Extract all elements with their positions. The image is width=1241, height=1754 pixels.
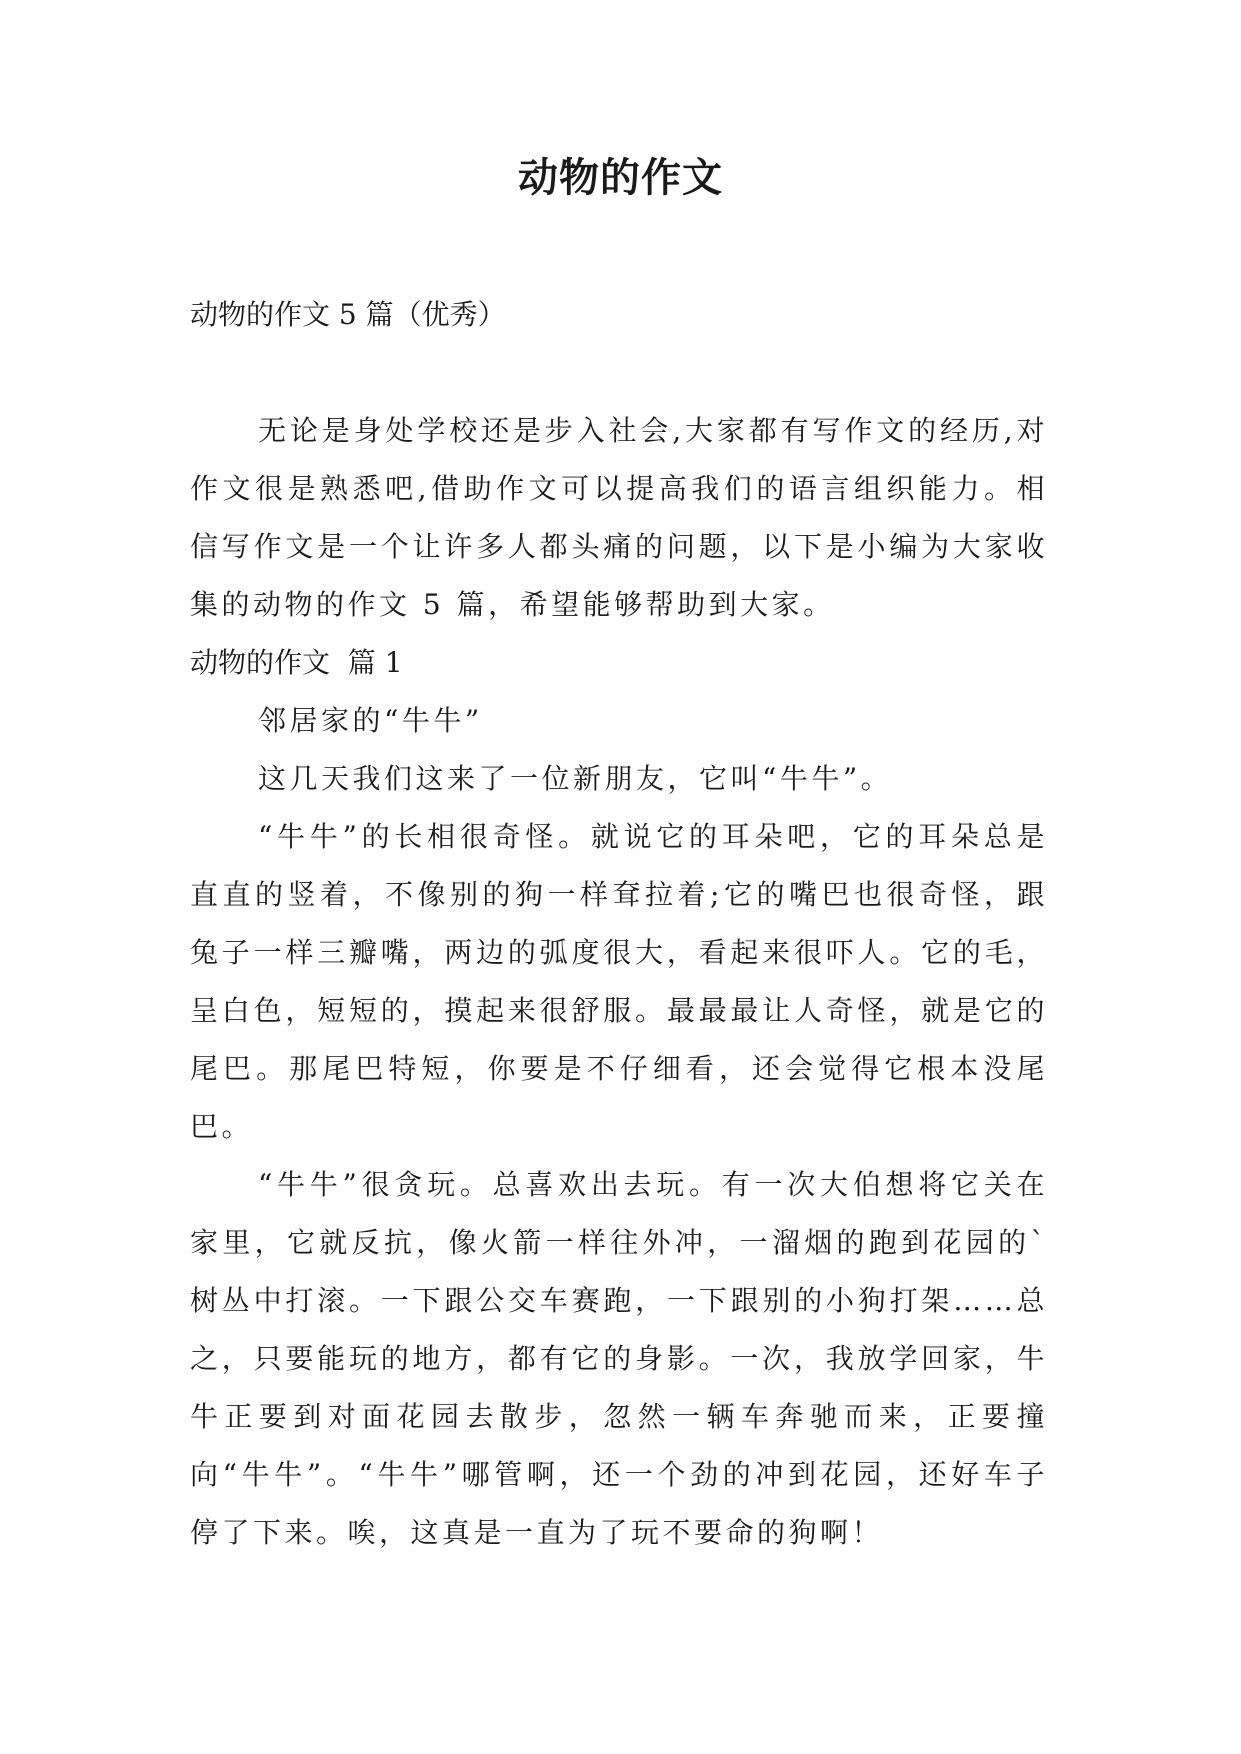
essay-paragraph: 这几天我们这来了一位新朋友，它叫“牛牛”。 xyxy=(258,762,893,795)
document-subtitle: 动物的作文 5 篇（优秀） xyxy=(190,298,506,331)
essay-title: 邻居家的“牛牛” xyxy=(258,704,483,737)
piece-heading: 动物的作文 篇 1 xyxy=(190,646,403,679)
document-title: 动物的作文 xyxy=(518,155,723,201)
essay-paragraph: “牛牛”很贪玩。总喜欢出去玩。有一次大伯想将它关在家里，它就反抗，像火箭一样往外冲，一溜烟的跑到花园的`树丛中打滚。一下跟公交车赛跑，一下跟别的小狗打架……总之，只要能玩的地方，都有它的身影。一次，我放学回家，牛牛正要到对面花园去散步，忽然一辆车奔驰而来，正要撞向“牛牛”。“牛牛”哪管啊，还一个劲的冲到花园，还好车子停了下来。唉，这真是一直为了玩不要命的狗啊！ xyxy=(190,1168,1048,1549)
essay-paragraph: “牛牛”的长相很奇怪。就说它的耳朵吧，它的耳朵总是直直的竖着，不像别的狗一样耷拉着;它的嘴巴也很奇怪，跟兔子一样三瓣嘴，两边的弧度很大，看起来很吓人。它的毛，呈白色，短短的，摸起来很舒服。最最最让人奇怪，就是它的尾巴。那尾巴特短，你要是不仔细看，还会觉得它根本没尾巴。 xyxy=(190,820,1048,1143)
intro-paragraph: 无论是身处学校还是步入社会,大家都有写作文的经历,对作文很是熟悉吧,借助作文可以提高我们的语言组织能力。相信写作文是一个让许多人都头痛的问题，以下是小编为大家收集的动物的作文 5 篇，希望能够帮助到大家。 xyxy=(190,414,1048,621)
